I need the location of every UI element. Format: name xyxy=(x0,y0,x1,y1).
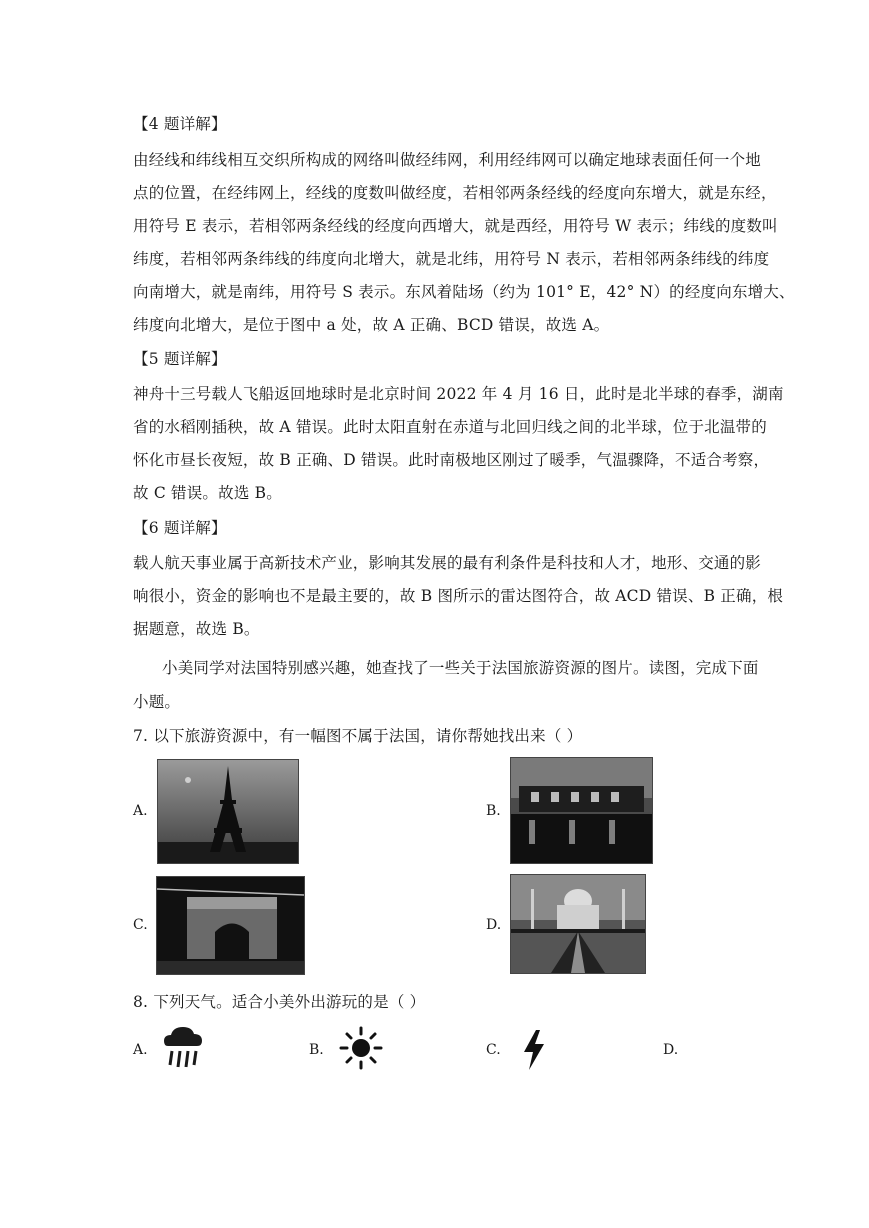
q7-option-c-label[interactable]: C. xyxy=(133,917,148,933)
q4-line: 用符号 E 表示，若相邻两条经线的经度向西增大，就是西经，用符号 W 表示；纬线的度数叫 xyxy=(133,217,778,235)
q6-line: 载人航天事业属于高新技术产业，影响其发展的最有利条件是科技和人才，地形、交通的影 xyxy=(133,554,762,572)
intro-line: 小美同学对法国特别感兴趣，她查找了一些关于法国旅游资源的图片。读图，完成下面 xyxy=(162,659,759,677)
arc-de-triomphe-photo[interactable] xyxy=(156,876,305,975)
intro-line: 小题。 xyxy=(133,693,181,711)
q6-line: 响很小，资金的影响也不是最主要的，故 B 图所示的雷达图符合，故 ACD 错误、B 正确，根 xyxy=(133,587,784,605)
q5-line: 怀化市昼长夜短，故 B 正确、D 错误。此时南极地区刚过了暖季，气温骤降，不适合考察， xyxy=(133,451,770,469)
q4-line: 点的位置，在经纬网上，经线的度数叫做经度，若相邻两条经线的经度向东增大，就是东经， xyxy=(133,184,777,202)
palace-reflection-photo[interactable] xyxy=(510,757,653,864)
q6-heading: 【6 题详解】 xyxy=(133,519,227,537)
q7-option-d-label[interactable]: D. xyxy=(486,917,502,933)
q5-line: 神舟十三号载人飞船返回地球时是北京时间 2022 年 4 月 16 日，此时是北半球的春季，湖南 xyxy=(133,385,784,403)
q5-line: 故 C 错误。故选 B。 xyxy=(133,484,282,502)
q5-line: 省的水稻刚插秧，故 A 错误。此时太阳直射在赤道与北回归线之间的北半球，位于北温带的 xyxy=(133,418,767,436)
q8-stem: 8. 下列天气。适合小美外出游玩的是（ ） xyxy=(133,993,426,1011)
q7-option-a-label[interactable]: A. xyxy=(133,803,148,819)
q4-heading: 【4 题详解】 xyxy=(133,115,227,133)
q5-heading: 【5 题详解】 xyxy=(133,350,227,368)
q7-option-b-label[interactable]: B. xyxy=(486,803,501,819)
q8-option-b-label[interactable]: B. xyxy=(309,1042,324,1058)
heavy-rain-icon[interactable] xyxy=(158,1022,208,1070)
q4-line: 由经线和纬线相互交织所构成的网络叫做经纬网，利用经纬网可以确定地球表面任何一个地 xyxy=(133,151,762,169)
q8-option-a-label[interactable]: A. xyxy=(133,1042,148,1058)
q4-line: 向南增大，就是南纬，用符号 S 表示。东风着陆场（约为 101° E，42° N）的经度向东增大、 xyxy=(133,283,795,301)
lightning-icon[interactable] xyxy=(520,1028,548,1072)
eiffel-tower-photo[interactable] xyxy=(157,759,299,864)
q4-line: 纬度，若相邻两条纬线的纬度向北增大，就是北纬，用符号 N 表示，若相邻两条纬线的纬度 xyxy=(133,250,770,268)
taj-mahal-photo[interactable] xyxy=(510,874,646,974)
q6-line: 据题意，故选 B。 xyxy=(133,620,260,638)
sunny-icon[interactable] xyxy=(339,1026,383,1070)
q8-option-c-label[interactable]: C. xyxy=(486,1042,501,1058)
q4-line: 纬度向北增大，是位于图中 a 处，故 A 正确、BCD 错误，故选 A。 xyxy=(133,316,610,334)
q7-stem: 7. 以下旅游资源中，有一幅图不属于法国，请你帮她找出来（ ） xyxy=(133,727,583,745)
q8-option-d-label[interactable]: D. xyxy=(663,1042,679,1058)
